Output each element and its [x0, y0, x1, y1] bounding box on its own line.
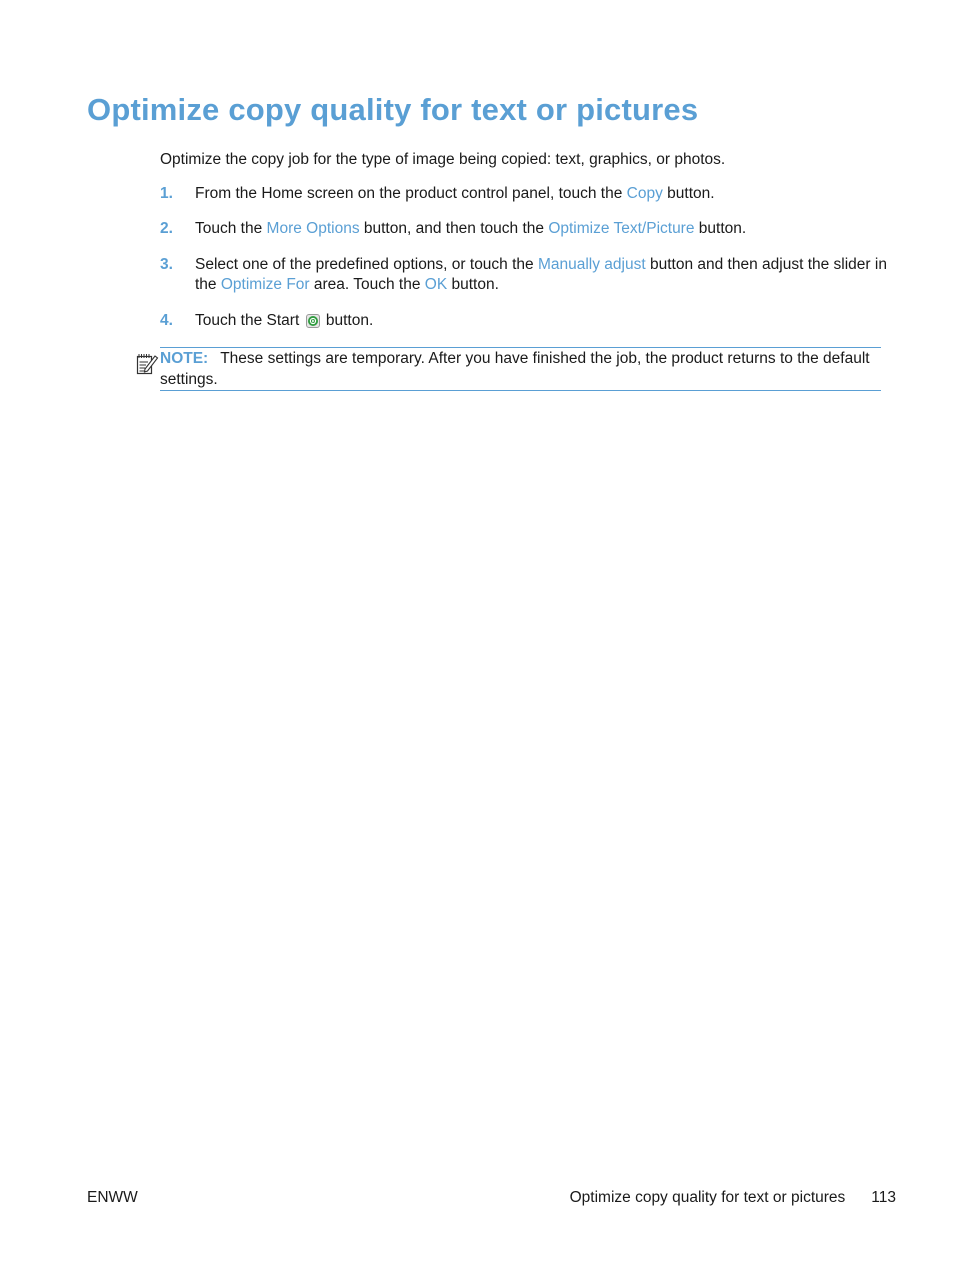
- page-number: 113: [871, 1189, 896, 1206]
- step-text: [195, 311, 890, 331]
- step-text-segment: button.: [321, 312, 374, 329]
- step-text-segment: button, and then touch the: [359, 220, 549, 237]
- ok-button-reference: OK: [424, 276, 448, 293]
- step-text: [195, 255, 890, 295]
- step-text-segment: Select one of the predefined options, or touch the: [195, 256, 538, 273]
- copy-button-reference: Copy: [626, 185, 663, 202]
- step-number: 3.: [160, 256, 173, 273]
- step-text: [195, 219, 890, 239]
- note-text: [160, 348, 881, 390]
- step-number: 1.: [160, 185, 173, 202]
- optimize-text-picture-button-reference: Optimize Text/Picture: [548, 220, 695, 237]
- step-text-segment: area. Touch the: [309, 276, 425, 293]
- note-pencil-icon: [135, 351, 159, 375]
- step-text-segment: button and then adjust the slider in the: [195, 256, 887, 293]
- optimize-for-area-reference: Optimize For: [220, 276, 310, 293]
- step-text-segment: button.: [662, 185, 715, 202]
- note-body: These settings are temporary. After you have finished the job, the product returns to the default settings.: [160, 350, 870, 388]
- note-label: NOTE:: [160, 350, 209, 367]
- step-text: [195, 184, 890, 204]
- footer-left: ENWW: [87, 1189, 138, 1206]
- footer-section-title: Optimize copy quality for text or pictures: [569, 1189, 846, 1206]
- step-text-segment: button.: [694, 220, 747, 237]
- intro-paragraph: Optimize the copy job for the type of image being copied: text, graphics, or photos.: [160, 151, 726, 168]
- step-number: 4.: [160, 312, 173, 329]
- step-text-segment: button.: [447, 276, 499, 293]
- more-options-button-reference: More Options: [266, 220, 360, 237]
- step-text-segment: Touch the Start: [195, 312, 304, 329]
- note-box: [160, 347, 881, 391]
- footer-right: [570, 1189, 896, 1207]
- manually-adjust-button-reference: Manually adjust: [537, 256, 646, 273]
- step-number: 2.: [160, 220, 173, 237]
- step-text-segment: Touch the: [195, 220, 267, 237]
- step-text-segment: From the Home screen on the product control panel, touch the: [195, 185, 627, 202]
- start-button-icon: [306, 314, 320, 328]
- page-title: Optimize copy quality for text or pictures: [87, 92, 699, 127]
